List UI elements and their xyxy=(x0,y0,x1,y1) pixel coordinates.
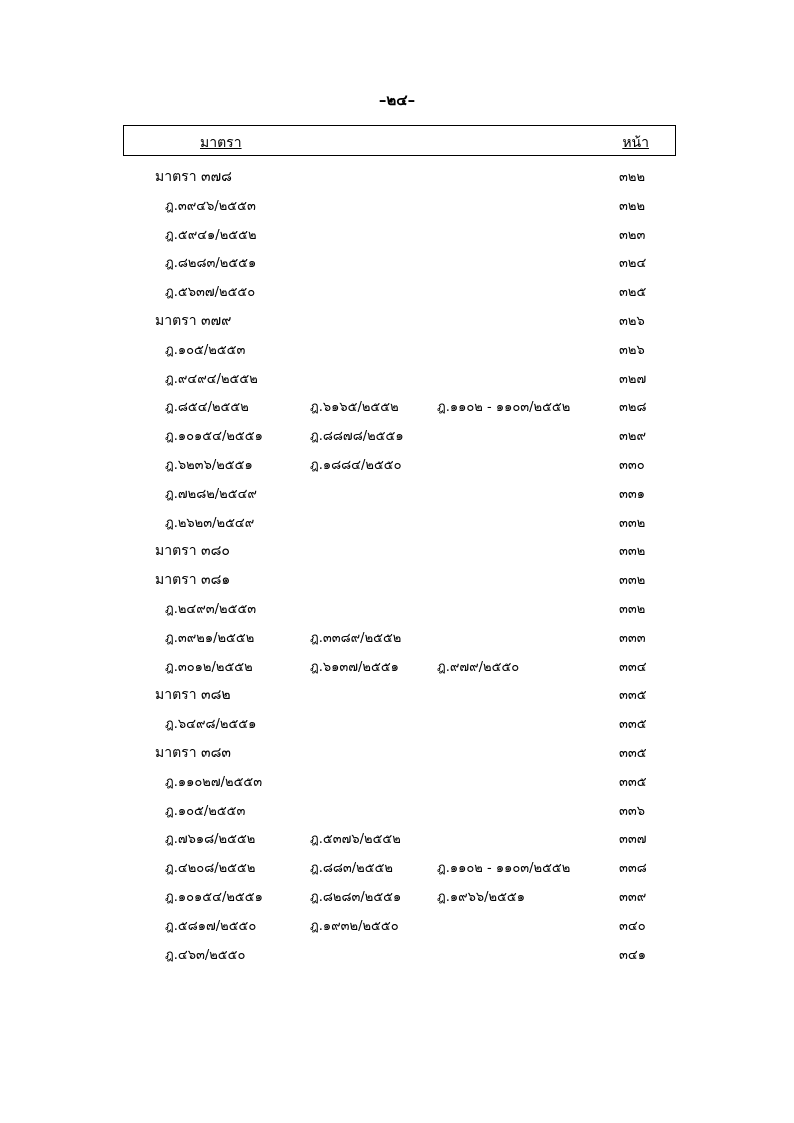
page-ref: ๓๒๓ xyxy=(619,227,646,243)
section-title: มาตรา ๓๘๓ xyxy=(155,744,231,761)
page-ref: ๓๓๕ xyxy=(619,717,647,733)
case-reference-row xyxy=(0,422,794,451)
case-reference-row xyxy=(0,192,794,221)
case-reference: ฎ.๘๘๓/๒๕๕๒ xyxy=(310,861,394,877)
case-reference: ฎ.๑๙๓๒/๒๕๕๐ xyxy=(310,918,399,934)
case-reference-row xyxy=(0,941,794,970)
page-ref: ๓๒๕ xyxy=(619,285,647,301)
case-reference: ฎ.๓๙๒๑/๒๕๕๒ xyxy=(165,630,255,646)
case-reference-row xyxy=(0,480,794,509)
case-reference-row xyxy=(0,825,794,854)
case-reference-row xyxy=(0,336,794,365)
case-reference-row xyxy=(0,768,794,797)
page-ref: ๓๓๑ xyxy=(619,486,646,502)
page-ref: ๓๓๓ xyxy=(619,630,646,646)
case-reference-row xyxy=(0,278,794,307)
case-reference-row xyxy=(0,653,794,682)
page-ref: ๓๒๗ xyxy=(619,371,647,387)
page-ref: ๓๓๗ xyxy=(619,832,647,848)
case-reference-row xyxy=(0,509,794,538)
case-reference: ฎ.๔๖๓/๒๕๕๐ xyxy=(165,947,246,963)
case-reference: ฎ.๑๑๐๒๗/๒๕๕๓ xyxy=(165,774,263,790)
index-header xyxy=(123,125,676,156)
page-ref: ๓๒๙ xyxy=(619,429,646,445)
case-reference: ฎ.๕๓๗๖/๒๕๕๒ xyxy=(310,832,401,848)
page-ref: ๓๓๒ xyxy=(619,515,646,531)
case-reference: ฎ.๖๔๙๘/๒๕๕๑ xyxy=(165,717,257,733)
case-reference-row xyxy=(0,365,794,394)
case-reference: ฎ.๖๒๓๖/๒๕๕๑ xyxy=(165,457,253,473)
section-heading-row xyxy=(0,681,794,710)
page-ref: ๓๔๑ xyxy=(619,947,646,963)
case-reference: ฎ.๖๑๖๕/๒๕๕๒ xyxy=(310,400,399,416)
header-page-label: หน้า xyxy=(622,135,649,151)
case-reference: ฎ.๙๗๙/๒๕๕๐ xyxy=(437,659,520,675)
case-reference: ฎ.๒๖๒๓/๒๕๔๙ xyxy=(165,515,255,531)
case-reference-row xyxy=(0,710,794,739)
page-ref: ๓๔๐ xyxy=(619,918,646,934)
case-reference: ฎ.๑๑๐๒ - ๑๑๐๓/๒๕๕๒ xyxy=(437,861,571,877)
page-ref: ๓๒๖ xyxy=(619,313,645,329)
case-reference: ฎ.๑๐๕/๒๕๕๓ xyxy=(165,803,246,819)
case-reference: ฎ.๗๖๑๘/๒๕๕๒ xyxy=(165,832,256,848)
section-heading-row xyxy=(0,307,794,336)
case-reference: ฎ.๑๙๖๖/๒๕๕๑ xyxy=(437,889,526,905)
case-reference: ฎ.๓๓๘๙/๒๕๕๒ xyxy=(310,630,402,646)
case-reference: ฎ.๑๐๑๕๔/๒๕๕๑ xyxy=(165,889,263,905)
page-ref: ๓๓๕ xyxy=(619,745,647,761)
case-reference-row xyxy=(0,221,794,250)
case-reference: ฎ.๘๒๘๓/๒๕๕๑ xyxy=(310,889,402,905)
section-heading-row xyxy=(0,537,794,566)
case-reference-row xyxy=(0,249,794,278)
header-section-label: มาตรา xyxy=(200,135,242,151)
case-reference: ฎ.๑๘๘๔/๒๕๕๐ xyxy=(310,457,402,473)
case-reference: ฎ.๕๙๔๑/๒๕๕๒ xyxy=(165,227,257,243)
section-heading-row xyxy=(0,739,794,768)
page-ref: ๓๒๒ xyxy=(619,170,646,185)
page-ref: ๓๓๙ xyxy=(619,889,647,905)
page-ref: ๓๒๖ xyxy=(619,342,645,358)
section-title: มาตรา ๓๘๑ xyxy=(155,572,231,589)
case-reference: ฎ.๘๘๗๘/๒๕๕๑ xyxy=(310,429,404,445)
index-list xyxy=(0,163,794,969)
case-reference: ฎ.๑๑๐๒ - ๑๑๐๓/๒๕๕๒ xyxy=(437,400,571,416)
case-reference: ฎ.๗๒๘๒/๒๕๔๙ xyxy=(165,486,257,502)
case-reference: ฎ.๕๖๓๗/๒๕๕๐ xyxy=(165,285,256,301)
section-heading-row xyxy=(0,566,794,595)
page-ref: ๓๓๒ xyxy=(619,544,646,560)
section-title: มาตรา ๓๗๙ xyxy=(155,312,232,329)
case-reference: ฎ.๓๐๑๒/๒๕๕๒ xyxy=(165,659,253,675)
page-ref: ๓๓๒ xyxy=(619,573,646,589)
case-reference-row xyxy=(0,912,794,941)
case-reference: ฎ.๑๐๑๕๔/๒๕๕๑ xyxy=(165,429,263,445)
section-title: มาตรา ๓๗๘ xyxy=(155,169,232,185)
page-ref: ๓๓๒ xyxy=(619,601,646,617)
page-ref: ๓๓๕ xyxy=(619,774,647,790)
case-reference-row xyxy=(0,854,794,883)
case-reference-row xyxy=(0,451,794,480)
page-ref: ๓๓๕ xyxy=(619,688,647,704)
page-ref: ๓๒๒ xyxy=(619,198,646,214)
case-reference: ฎ.๑๐๕/๒๕๕๓ xyxy=(165,342,246,358)
case-reference-row xyxy=(0,797,794,826)
case-reference: ฎ.๔๒๐๘/๒๕๕๒ xyxy=(165,861,256,877)
case-reference-row xyxy=(0,595,794,624)
page-ref: ๓๓๐ xyxy=(619,457,645,473)
page-number: –๒๔– xyxy=(378,91,416,109)
case-reference: ฎ.๖๑๓๗/๒๕๕๑ xyxy=(310,659,399,675)
page-ref: ๓๓๖ xyxy=(619,803,646,819)
section-title: มาตรา ๓๘๒ xyxy=(155,687,231,704)
page-ref: ๓๓๘ xyxy=(619,861,647,877)
section-heading-row xyxy=(0,163,794,192)
case-reference: ฎ.๕๘๑๗/๒๕๕๐ xyxy=(165,918,257,934)
case-reference-row xyxy=(0,624,794,653)
case-reference: ฎ.๒๔๙๓/๒๕๕๓ xyxy=(165,601,257,617)
case-reference-row xyxy=(0,393,794,422)
case-reference-row xyxy=(0,883,794,912)
page-ref: ๓๓๔ xyxy=(619,659,647,675)
page-ref: ๓๒๘ xyxy=(619,400,647,416)
case-reference: ฎ.๘๒๘๓/๒๕๕๑ xyxy=(165,256,257,272)
section-title: มาตรา ๓๘๐ xyxy=(155,543,230,560)
page-ref: ๓๒๔ xyxy=(619,256,647,272)
case-reference: ฎ.๘๕๔/๒๕๕๒ xyxy=(165,400,249,416)
case-reference: ฎ.๓๙๔๖/๒๕๕๓ xyxy=(165,198,256,214)
case-reference: ฎ.๙๔๙๔/๒๕๕๒ xyxy=(165,371,258,387)
